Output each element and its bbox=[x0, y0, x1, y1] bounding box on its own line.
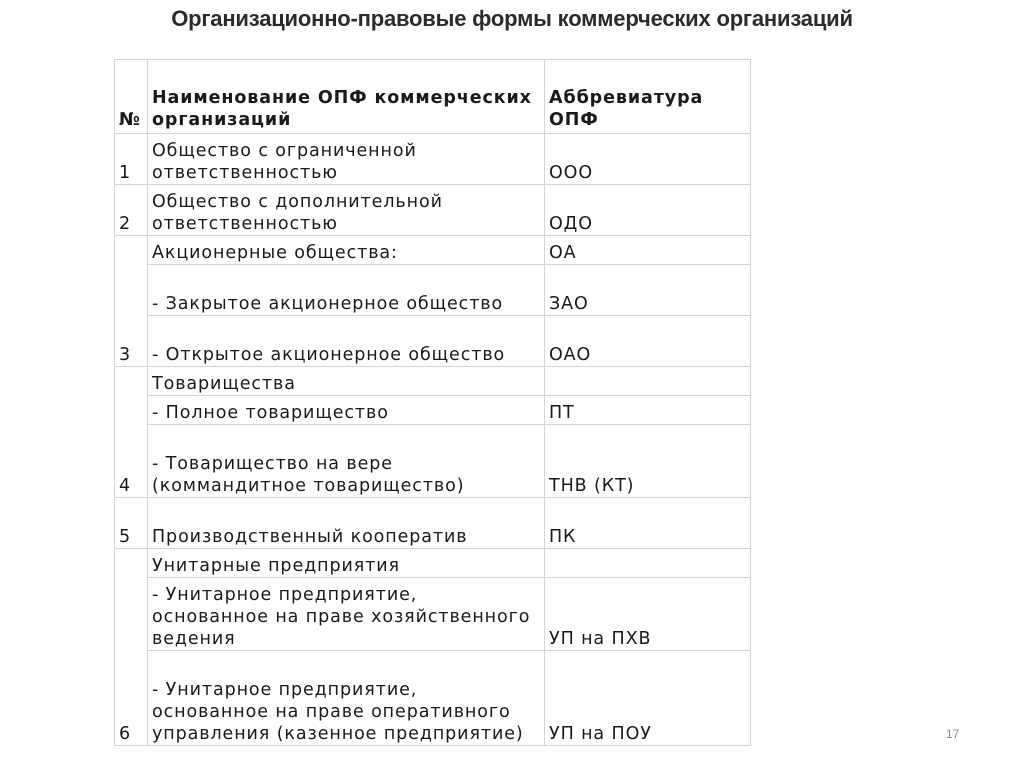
row-num bbox=[115, 549, 148, 578]
row-name: - Открытое акционерное общество bbox=[148, 316, 545, 367]
row-abbr: ПК bbox=[545, 498, 751, 549]
table-row bbox=[115, 396, 751, 425]
row-num: 5 bbox=[115, 498, 148, 549]
table-row bbox=[115, 236, 751, 265]
slide-title: Организационно-правовые формы коммерческих организаций bbox=[171, 6, 853, 31]
table-row bbox=[115, 265, 751, 316]
row-num bbox=[115, 396, 148, 425]
opf-table bbox=[114, 59, 751, 746]
row-num bbox=[115, 578, 148, 651]
row-abbr: ООО bbox=[545, 134, 751, 185]
table-row bbox=[115, 316, 751, 367]
row-abbr: ЗАО bbox=[545, 265, 751, 316]
table-row bbox=[115, 498, 751, 549]
row-num: 4 bbox=[115, 425, 148, 498]
header-num: № bbox=[115, 60, 148, 134]
row-name: Товарищества bbox=[148, 367, 545, 396]
table-row bbox=[115, 549, 751, 578]
table-row bbox=[115, 578, 751, 651]
header-abbr: Аббревиатура ОПФ bbox=[545, 60, 751, 134]
row-name: Производственный кооператив bbox=[148, 498, 545, 549]
row-num bbox=[115, 236, 148, 265]
row-abbr: ПТ bbox=[545, 396, 751, 425]
row-name: - Унитарное предприятие, основанное на праве оперативного управления (казенное предприятие) bbox=[148, 651, 545, 746]
table-header-row bbox=[115, 60, 751, 134]
row-abbr bbox=[545, 549, 751, 578]
row-abbr bbox=[545, 367, 751, 396]
row-abbr: ОАО bbox=[545, 316, 751, 367]
table-row bbox=[115, 367, 751, 396]
row-name: Акционерные общества: bbox=[148, 236, 545, 265]
header-name: Наименование ОПФ коммерческих организаций bbox=[148, 60, 545, 134]
row-num bbox=[115, 367, 148, 396]
row-abbr: УП на ПОУ bbox=[545, 651, 751, 746]
row-abbr: УП на ПХВ bbox=[545, 578, 751, 651]
row-name: Общество с ограниченной ответственностью bbox=[148, 134, 545, 185]
row-num: 6 bbox=[115, 651, 148, 746]
table-row bbox=[115, 425, 751, 498]
row-name: - Унитарное предприятие, основанное на праве хозяйственного ведения bbox=[148, 578, 545, 651]
row-abbr: ОА bbox=[545, 236, 751, 265]
row-num: 1 bbox=[115, 134, 148, 185]
row-num bbox=[115, 265, 148, 316]
row-name: - Полное товарищество bbox=[148, 396, 545, 425]
page-number: 17 bbox=[946, 727, 960, 741]
row-name: - Закрытое акционерное общество bbox=[148, 265, 545, 316]
table-row bbox=[115, 651, 751, 746]
row-abbr: ТНВ (КТ) bbox=[545, 425, 751, 498]
table-row bbox=[115, 185, 751, 236]
row-name: - Товарищество на вере (коммандитное товарищество) bbox=[148, 425, 545, 498]
table-row bbox=[115, 134, 751, 185]
row-num: 3 bbox=[115, 316, 148, 367]
row-name: Унитарные предприятия bbox=[148, 549, 545, 578]
row-num: 2 bbox=[115, 185, 148, 236]
row-name: Общество с дополнительной ответственностью bbox=[148, 185, 545, 236]
row-abbr: ОДО bbox=[545, 185, 751, 236]
